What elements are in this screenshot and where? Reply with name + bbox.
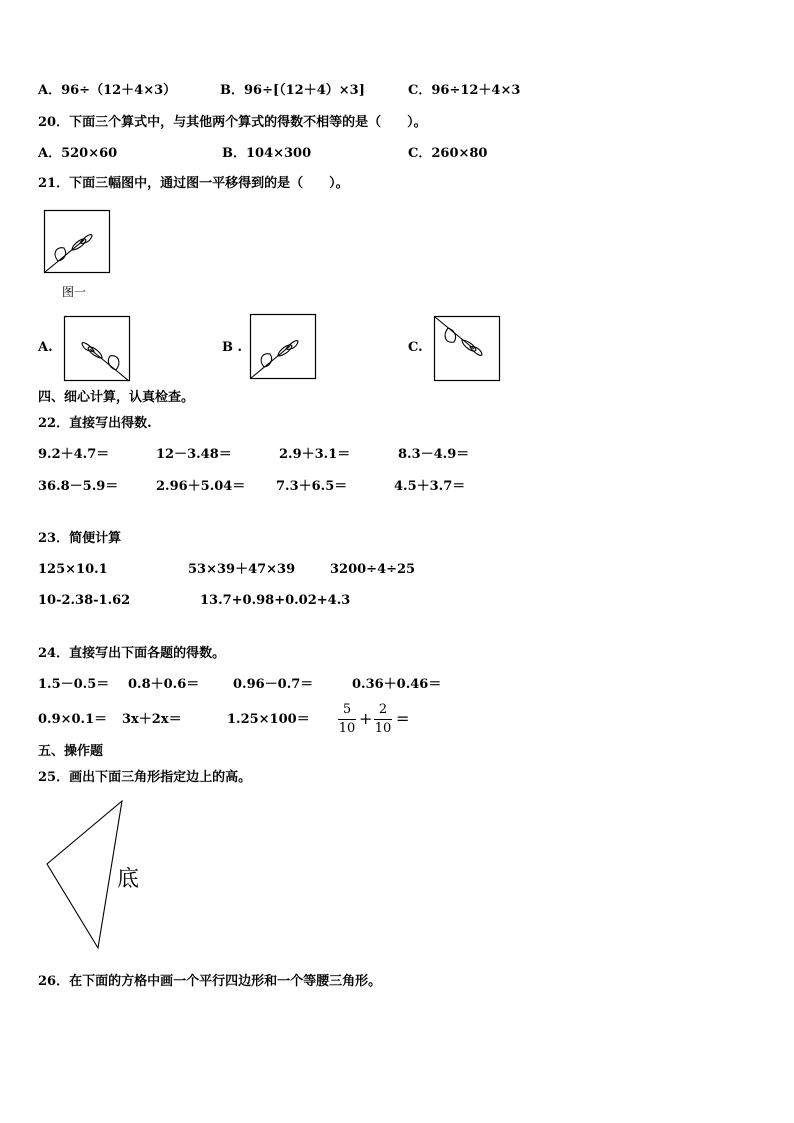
fraction-five-tenths [338, 702, 356, 737]
fraction-numerator: 2 [378, 702, 388, 717]
q21-option-c-figure [434, 316, 501, 382]
equals-sign: = [396, 709, 410, 728]
q23-item: 53×39＋47×39 [188, 562, 296, 577]
fraction-denominator: 10 [338, 721, 356, 736]
fraction-two-tenths [374, 702, 392, 737]
q23-item: 3200÷4÷25 [330, 562, 416, 577]
q22-item: 9.2＋4.7＝ [38, 447, 110, 462]
q24-item: 0.9×0.1＝ [38, 712, 108, 727]
section-5-title: 五、操作题 [38, 744, 104, 759]
q22-item: 8.3－4.9＝ [398, 447, 470, 462]
q24-item: 0.36＋0.46＝ [352, 677, 442, 692]
figure-one-caption: 图一 [62, 285, 87, 299]
q24-item: 3x＋2x＝ [122, 712, 182, 727]
q21-stem: 21．下面三幅图中，通过图一平移得到的是（ ）。 [38, 176, 349, 191]
q22-stem: 22．直接写出得数. [38, 416, 152, 431]
q23-item: 13.7+0.98+0.02+4.3 [200, 593, 351, 608]
q20-stem: 20．下面三个算式中，与其他两个算式的得数不相等的是（ ）。 [38, 115, 427, 130]
base-label: 底 [117, 867, 140, 892]
q22-item: 36.8－5.9＝ [38, 479, 119, 494]
q21-option-b-figure [250, 314, 317, 380]
q21-option-c-label: C. [408, 340, 423, 355]
q23-stem: 23．简便计算 [38, 531, 122, 546]
q22-item: 4.5＋3.7＝ [394, 479, 466, 494]
q21-option-a-label: A. [38, 340, 53, 355]
q20-option-a: A．520×60 [38, 146, 118, 161]
q24-item: 1.25×100＝ [227, 712, 310, 727]
q22-item: 7.3＋6.5＝ [276, 479, 348, 494]
fraction-denominator: 10 [374, 721, 392, 736]
q19-option-b: B．96÷[（12＋4）×3] [220, 83, 365, 98]
q21-option-a-figure [64, 316, 131, 382]
fraction-numerator: 5 [342, 702, 352, 717]
section-4-title: 四、细心计算，认真检查。 [38, 390, 195, 405]
q25-triangle [44, 798, 126, 952]
q19-option-c: C．96÷12＋4×3 [408, 83, 521, 98]
q22-item: 2.9＋3.1＝ [279, 447, 351, 462]
q24-stem: 24．直接写出下面各题的得数。 [38, 646, 226, 661]
q23-item: 125×10.1 [38, 562, 108, 577]
q24-item: 0.8＋0.6＝ [128, 677, 200, 692]
q22-item: 2.96＋5.04＝ [156, 479, 246, 494]
q26-stem: 26．在下面的方格中画一个平行四边形和一个等腰三角形。 [38, 974, 382, 989]
q24-item: 1.5－0.5＝ [38, 677, 110, 692]
q23-item: 10-2.38-1.62 [38, 593, 131, 608]
q25-stem: 25．画出下面三角形指定边上的高。 [38, 770, 252, 785]
q21-option-b-label: B . [222, 340, 243, 355]
q19-option-a: A．96÷（12＋4×3） [38, 83, 177, 98]
q20-option-b: B．104×300 [222, 146, 312, 161]
q22-item: 12－3.48＝ [156, 447, 232, 462]
q20-option-c: C．260×80 [408, 146, 488, 161]
q24-item: 0.96－0.7＝ [233, 677, 314, 692]
plus-sign: + [359, 709, 373, 728]
figure-one [44, 210, 111, 274]
